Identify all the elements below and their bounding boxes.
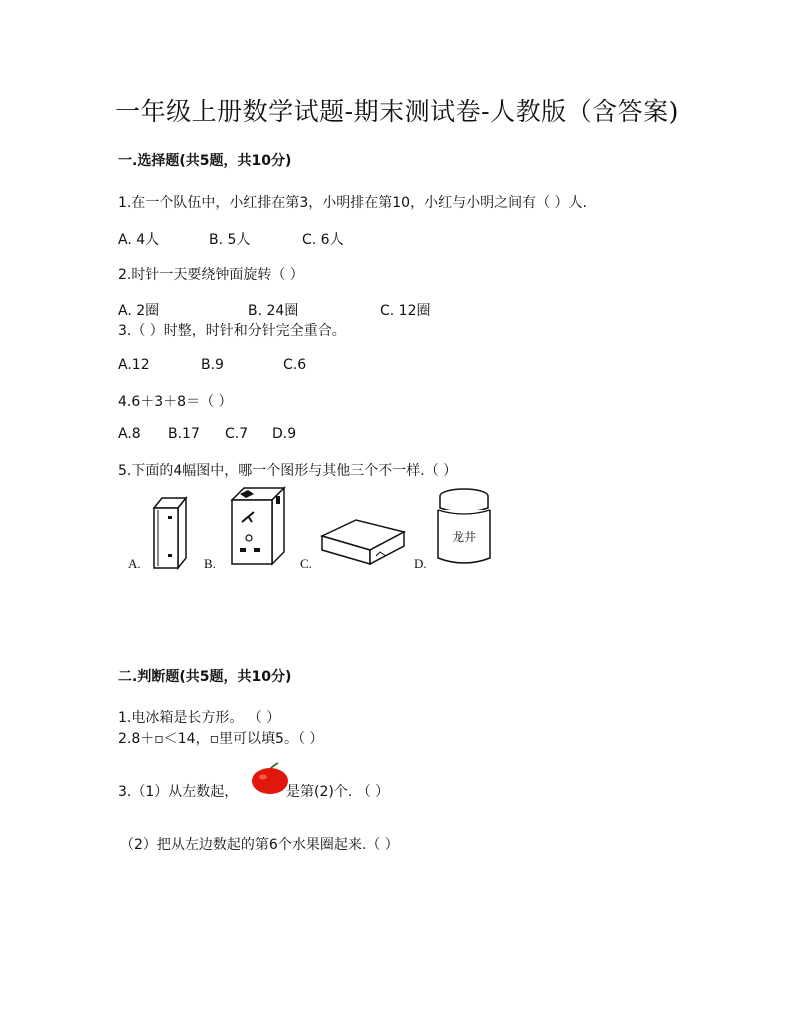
- figure-label-a: A.: [128, 556, 141, 571]
- question-3-text: 3.（ ）时整，时针和分针完全重合。: [118, 323, 346, 339]
- option-c: C. 12圈: [380, 303, 431, 319]
- option-a: A.12: [118, 357, 150, 373]
- option-b: B. 5人: [209, 232, 251, 248]
- figure-label-d: D.: [414, 556, 427, 571]
- section-heading-judge: 二.判断题(共5题，共10分): [118, 669, 292, 685]
- option-b: B. 24圈: [248, 303, 299, 319]
- question-5-text: 5.下面的4幅图中，哪一个图形与其他三个不一样.（ ）: [118, 463, 458, 479]
- question-5-figure: [118, 482, 538, 582]
- question-1-text: 1.在一个队伍中，小红排在第3，小明排在第10，小红与小明之间有（ ）人.: [118, 195, 587, 211]
- judge-question-2: 2.8＋▫＜14，▫里可以填5。（ ）: [118, 731, 324, 747]
- question-4-text: 4.6＋3＋8＝（ ）: [118, 394, 233, 410]
- option-a: A. 2圈: [118, 303, 160, 319]
- section-heading-choice: 一.选择题(共5题，共10分): [118, 153, 292, 169]
- question-2-text: 2.时针一天要绕钟面旋转（ ）: [118, 267, 304, 283]
- option-a: A. 4人: [118, 232, 160, 248]
- judge-question-3a-left: 3.（1）从左数起，: [118, 784, 239, 800]
- judge-question-3b: （2）把从左边数起的第6个水果圈起来.（ ）: [120, 837, 399, 853]
- figure-label-c: C.: [300, 556, 312, 571]
- box-carton-icon: [226, 482, 290, 568]
- jar-label: 龙井: [452, 530, 477, 544]
- option-b: B.9: [201, 357, 224, 373]
- page-title: 一年级上册数学试题-期末测试卷-人教版（含答案): [115, 97, 679, 126]
- option-a: A.8: [118, 426, 141, 442]
- apple-icon: [250, 762, 290, 796]
- book-icon: [148, 492, 198, 572]
- option-c: C.6: [283, 357, 307, 373]
- option-c: C.7: [225, 426, 249, 442]
- judge-question-3a-right: 是第(2)个. （ ）: [286, 784, 390, 800]
- option-c: C. 6人: [302, 232, 344, 248]
- option-b: B.17: [168, 426, 200, 442]
- option-d: D.9: [272, 426, 297, 442]
- flat-box-icon: [316, 516, 408, 568]
- figure-label-b: B.: [204, 556, 216, 571]
- judge-question-1: 1.电冰箱是长方形。 （ ）: [118, 710, 281, 726]
